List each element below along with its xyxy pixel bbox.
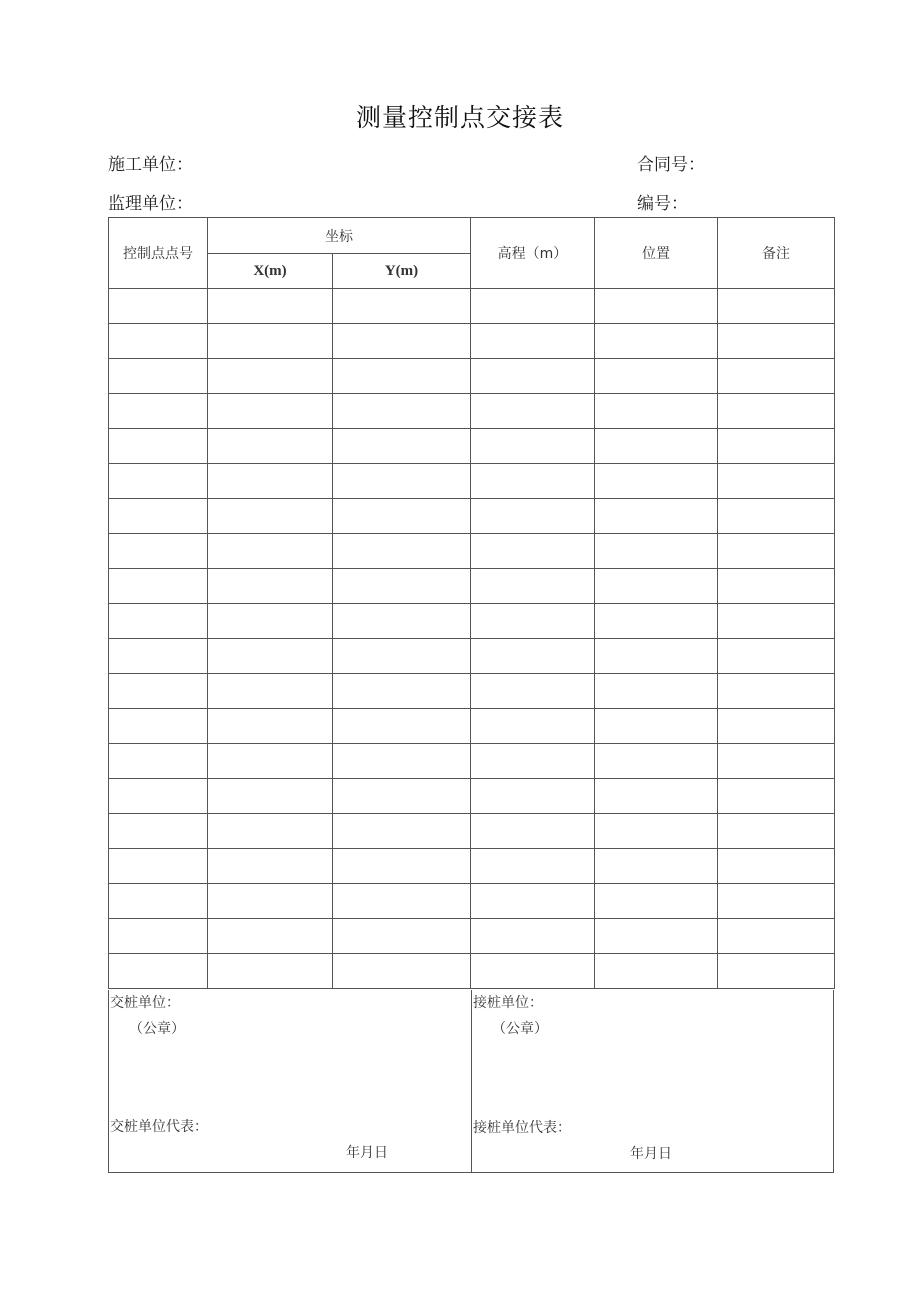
location-cell[interactable] bbox=[595, 429, 718, 464]
remarks-cell[interactable] bbox=[718, 534, 835, 569]
giver-representative-label: 交桩单位代表： bbox=[110, 1119, 208, 1135]
table-row bbox=[109, 849, 835, 884]
col-header-coordinates: 坐标 bbox=[208, 218, 471, 254]
table-row bbox=[109, 534, 835, 569]
point-no-cell[interactable] bbox=[109, 499, 208, 534]
elevation-cell[interactable] bbox=[471, 429, 595, 464]
table-row bbox=[109, 639, 835, 674]
remarks-cell[interactable] bbox=[718, 709, 835, 744]
elevation-cell[interactable] bbox=[471, 604, 595, 639]
location-cell[interactable] bbox=[595, 499, 718, 534]
remarks-cell[interactable] bbox=[718, 954, 835, 989]
point-no-cell[interactable] bbox=[109, 464, 208, 499]
receiver-representative-label: 接桩单位代表： bbox=[473, 1120, 571, 1136]
location-cell[interactable] bbox=[595, 639, 718, 674]
remarks-cell[interactable] bbox=[718, 744, 835, 779]
table-row bbox=[109, 464, 835, 499]
y-cell[interactable] bbox=[333, 674, 471, 709]
table-row bbox=[109, 884, 835, 919]
table-row bbox=[109, 429, 835, 464]
table-row bbox=[109, 919, 835, 954]
location-cell[interactable] bbox=[595, 604, 718, 639]
point-no-cell[interactable] bbox=[109, 569, 208, 604]
elevation-cell[interactable] bbox=[471, 884, 595, 919]
table-row bbox=[109, 289, 835, 324]
y-cell[interactable] bbox=[333, 499, 471, 534]
col-header-location: 位置 bbox=[595, 218, 718, 289]
remarks-cell[interactable] bbox=[718, 604, 835, 639]
location-cell[interactable] bbox=[595, 814, 718, 849]
y-cell[interactable] bbox=[333, 464, 471, 499]
y-cell[interactable] bbox=[333, 324, 471, 359]
col-header-x: X(m) bbox=[208, 254, 333, 289]
elevation-cell[interactable] bbox=[471, 394, 595, 429]
table-row bbox=[109, 814, 835, 849]
y-cell[interactable] bbox=[333, 394, 471, 429]
remarks-cell[interactable] bbox=[718, 779, 835, 814]
remarks-cell[interactable] bbox=[718, 569, 835, 604]
y-cell[interactable] bbox=[333, 814, 471, 849]
remarks-cell[interactable] bbox=[718, 359, 835, 394]
elevation-cell[interactable] bbox=[471, 569, 595, 604]
y-cell[interactable] bbox=[333, 604, 471, 639]
table-row bbox=[109, 709, 835, 744]
elevation-cell[interactable] bbox=[471, 744, 595, 779]
construction-unit-label: 施工单位： bbox=[108, 155, 193, 175]
elevation-cell[interactable] bbox=[471, 499, 595, 534]
remarks-cell[interactable] bbox=[718, 429, 835, 464]
y-cell[interactable] bbox=[333, 429, 471, 464]
giver-seal-label: （公章） bbox=[129, 1021, 185, 1037]
serial-no-label: 编号： bbox=[637, 194, 688, 214]
x-cell[interactable] bbox=[208, 744, 333, 779]
x-cell[interactable] bbox=[208, 464, 333, 499]
point-no-cell[interactable] bbox=[109, 639, 208, 674]
x-cell[interactable] bbox=[208, 324, 333, 359]
supervision-unit-label: 监理单位： bbox=[108, 194, 193, 214]
location-cell[interactable] bbox=[595, 569, 718, 604]
table-row bbox=[109, 744, 835, 779]
location-cell[interactable] bbox=[595, 324, 718, 359]
x-cell[interactable] bbox=[208, 359, 333, 394]
x-cell[interactable] bbox=[208, 499, 333, 534]
elevation-cell[interactable] bbox=[471, 359, 595, 394]
y-cell[interactable] bbox=[333, 919, 471, 954]
giver-date-label: 年月日 bbox=[346, 1145, 388, 1161]
point-no-cell[interactable] bbox=[109, 429, 208, 464]
point-no-cell[interactable] bbox=[109, 779, 208, 814]
table-row bbox=[109, 499, 835, 534]
y-cell[interactable] bbox=[333, 849, 471, 884]
page-title: 测量控制点交接表 bbox=[355, 103, 564, 132]
x-cell[interactable] bbox=[208, 639, 333, 674]
col-header-elevation: 高程（m） bbox=[471, 218, 595, 289]
elevation-cell[interactable] bbox=[471, 464, 595, 499]
table-row bbox=[109, 569, 835, 604]
elevation-cell[interactable] bbox=[471, 954, 595, 989]
table-row bbox=[109, 779, 835, 814]
elevation-cell[interactable] bbox=[471, 709, 595, 744]
remarks-cell[interactable] bbox=[718, 919, 835, 954]
contract-no-label: 合同号： bbox=[637, 155, 705, 175]
point-no-cell[interactable] bbox=[109, 814, 208, 849]
point-no-cell[interactable] bbox=[109, 709, 208, 744]
elevation-cell[interactable] bbox=[471, 779, 595, 814]
y-cell[interactable] bbox=[333, 779, 471, 814]
y-cell[interactable] bbox=[333, 744, 471, 779]
point-no-cell[interactable] bbox=[109, 394, 208, 429]
remarks-cell[interactable] bbox=[718, 849, 835, 884]
elevation-cell[interactable] bbox=[471, 639, 595, 674]
control-point-table bbox=[108, 217, 835, 989]
x-cell[interactable] bbox=[208, 709, 333, 744]
remarks-cell[interactable] bbox=[718, 674, 835, 709]
x-cell[interactable] bbox=[208, 849, 333, 884]
remarks-cell[interactable] bbox=[718, 814, 835, 849]
remarks-cell[interactable] bbox=[718, 464, 835, 499]
handover-giver-panel bbox=[109, 990, 472, 1172]
location-cell[interactable] bbox=[595, 289, 718, 324]
point-no-cell[interactable] bbox=[109, 359, 208, 394]
location-cell[interactable] bbox=[595, 464, 718, 499]
elevation-cell[interactable] bbox=[471, 919, 595, 954]
y-cell[interactable] bbox=[333, 569, 471, 604]
location-cell[interactable] bbox=[595, 954, 718, 989]
point-no-cell[interactable] bbox=[109, 289, 208, 324]
location-cell[interactable] bbox=[595, 744, 718, 779]
location-cell[interactable] bbox=[595, 709, 718, 744]
point-no-cell[interactable] bbox=[109, 674, 208, 709]
point-no-cell[interactable] bbox=[109, 849, 208, 884]
y-cell[interactable] bbox=[333, 359, 471, 394]
table-body bbox=[109, 289, 835, 989]
handover-receiver-panel bbox=[471, 990, 834, 1172]
handover-section bbox=[108, 990, 834, 1173]
y-cell[interactable] bbox=[333, 884, 471, 919]
y-cell[interactable] bbox=[333, 534, 471, 569]
col-header-remarks: 备注 bbox=[718, 218, 835, 289]
table-row bbox=[109, 324, 835, 359]
elevation-cell[interactable] bbox=[471, 674, 595, 709]
elevation-cell[interactable] bbox=[471, 534, 595, 569]
remarks-cell[interactable] bbox=[718, 639, 835, 674]
x-cell[interactable] bbox=[208, 884, 333, 919]
y-cell[interactable] bbox=[333, 289, 471, 324]
y-cell[interactable] bbox=[333, 709, 471, 744]
x-cell[interactable] bbox=[208, 814, 333, 849]
location-cell[interactable] bbox=[595, 919, 718, 954]
table-row bbox=[109, 394, 835, 429]
y-cell[interactable] bbox=[333, 954, 471, 989]
x-cell[interactable] bbox=[208, 429, 333, 464]
x-cell[interactable] bbox=[208, 674, 333, 709]
location-cell[interactable] bbox=[595, 359, 718, 394]
x-cell[interactable] bbox=[208, 954, 333, 989]
receiver-seal-label: （公章） bbox=[492, 1021, 548, 1037]
point-no-cell[interactable] bbox=[109, 744, 208, 779]
location-cell[interactable] bbox=[595, 394, 718, 429]
x-cell[interactable] bbox=[208, 919, 333, 954]
receiver-unit-label: 接桩单位： bbox=[473, 995, 543, 1011]
x-cell[interactable] bbox=[208, 569, 333, 604]
point-no-cell[interactable] bbox=[109, 954, 208, 989]
remarks-cell[interactable] bbox=[718, 324, 835, 359]
point-no-cell[interactable] bbox=[109, 884, 208, 919]
remarks-cell[interactable] bbox=[718, 499, 835, 534]
table-row bbox=[109, 359, 835, 394]
point-no-cell[interactable] bbox=[109, 534, 208, 569]
remarks-cell[interactable] bbox=[718, 289, 835, 324]
x-cell[interactable] bbox=[208, 289, 333, 324]
point-no-cell[interactable] bbox=[109, 919, 208, 954]
remarks-cell[interactable] bbox=[718, 884, 835, 919]
elevation-cell[interactable] bbox=[471, 324, 595, 359]
table-row bbox=[109, 674, 835, 709]
location-cell[interactable] bbox=[595, 534, 718, 569]
remarks-cell[interactable] bbox=[718, 394, 835, 429]
location-cell[interactable] bbox=[595, 779, 718, 814]
elevation-cell[interactable] bbox=[471, 814, 595, 849]
col-header-y: Y(m) bbox=[333, 254, 471, 289]
point-no-cell[interactable] bbox=[109, 604, 208, 639]
location-cell[interactable] bbox=[595, 849, 718, 884]
x-cell[interactable] bbox=[208, 604, 333, 639]
elevation-cell[interactable] bbox=[471, 849, 595, 884]
receiver-date-label: 年月日 bbox=[630, 1146, 672, 1162]
x-cell[interactable] bbox=[208, 534, 333, 569]
x-cell[interactable] bbox=[208, 779, 333, 814]
table-row bbox=[109, 604, 835, 639]
col-header-point-no: 控制点点号 bbox=[109, 218, 208, 289]
y-cell[interactable] bbox=[333, 639, 471, 674]
table-row bbox=[109, 954, 835, 989]
x-cell[interactable] bbox=[208, 394, 333, 429]
elevation-cell[interactable] bbox=[471, 289, 595, 324]
giver-unit-label: 交桩单位： bbox=[110, 995, 180, 1011]
location-cell[interactable] bbox=[595, 884, 718, 919]
point-no-cell[interactable] bbox=[109, 324, 208, 359]
location-cell[interactable] bbox=[595, 674, 718, 709]
